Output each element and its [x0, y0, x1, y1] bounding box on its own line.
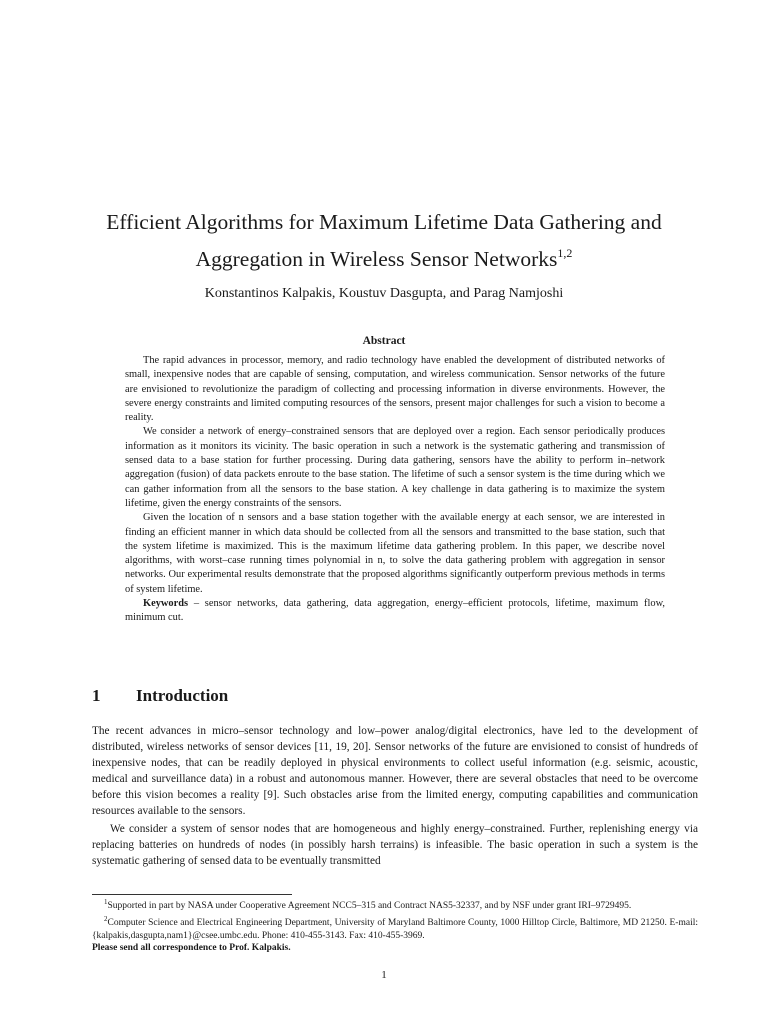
- keywords-label: Keywords: [143, 598, 189, 610]
- footnote-1-text: Supported in part by NASA under Cooperative Agreement NCC5–315 and Contract NAS5-32337, and by NSF under grant IRI–9729495.: [107, 901, 632, 912]
- abstract-heading: Abstract: [362, 335, 406, 347]
- section-heading-introduction: [92, 686, 228, 706]
- correspondence-note: Please send all correspondence to Prof. Kalpakis.: [92, 943, 291, 954]
- footnote-1-mark: 1: [104, 898, 108, 906]
- title-text: Efficient Algorithms for Maximum Lifetime Data Gathering and Aggregation in Wireless Sensor Networks: [106, 210, 662, 271]
- footnote-1: [92, 896, 698, 913]
- author-list: Konstantinos Kalpakis, Koustuv Dasgupta, and Parag Namjoshi: [204, 286, 564, 301]
- footnote-2: [92, 913, 698, 942]
- introduction-body: [92, 724, 698, 870]
- footnote-2-mark: 2: [104, 914, 108, 923]
- footnote-rule: [92, 894, 292, 895]
- page-number: 1: [381, 969, 387, 981]
- footnote-2-text: Computer Science and Electrical Engineering Department, University of Maryland Baltimore County, 1000 Hilltop Circle, Baltimore, MD 21250. E-mail: {kalpakis,dasgupta,nam1}@csee.umbc.edu. Phone: 410-455-3143. Fax: 410-455-3969.: [92, 917, 698, 941]
- body-paragraph-2: We consider a system of sensor nodes that are homogeneous and highly energy–constrained. Further, replenishing energy via replacing batteries on hundreds of nodes (in possibly harsh terrains) is infeasible. The basic operation in such a system is the systematic gathering of sensed data to be eventually transmitted: [92, 823, 698, 868]
- keywords-text: – sensor networks, data gathering, data aggregation, energy–efficient protocols, lifetime, maximum flow, minimum cut.: [125, 598, 665, 624]
- section-title: Introduction: [136, 686, 229, 705]
- title-footnote-marks: 1,2: [557, 246, 573, 260]
- paper-title: [60, 207, 708, 275]
- keywords-paragraph: [125, 597, 665, 626]
- abstract-paragraph-2: We consider a network of energy–constrained sensors that are deployed over a region. Each sensor periodically produces information as it monitors its vicinity. The basic operation in such a network is the systematic gathering and transmission of sensed data to a base station for further processing. During data gathering, sensors have the ability to perform in–network aggregation (fusion) of data packets enroute to the base station. The lifetime of such a sensor system is the time during which we can gather information from all the sensors to the base station. A key challenge in data gathering is to maximize the system lifetime, given the energy constraints of the sensors.: [125, 426, 665, 509]
- abstract-paragraph-3: Given the location of n sensors and a base station together with the available energy at each sensor, we are interested in finding an efficient manner in which data should be collected from all the sensors and transmitted to the base station, such that the system lifetime is maximized. This is the maximum lifetime data gathering problem. In this paper, we describe novel algorithms, with worst–case running times polynomial in n, to solve the data gathering problem with aggregation in sensor networks. Our experimental results demonstrate that the proposed algorithms significantly outperform previous methods in terms of system lifetime.: [125, 512, 665, 595]
- body-paragraph-1: The recent advances in micro–sensor technology and low–power analog/digital electronics, have led to the development of distributed, wireless networks of sensor devices [11, 19, 20]. Sensor networks of the future are envisioned to consist of hundreds of inexpensive nodes, that can be readily deployed in physical environments to collect useful information (e.g. seismic, acoustic, medical and surveillance data) in a robust and autonomous manner. However, there are several obstacles that need to be overcome before this vision becomes a reality [9]. Such obstacles arise from the limited energy, computing capabilities and communication resources available to the sensors.: [92, 725, 698, 817]
- abstract-paragraph-1: The rapid advances in processor, memory, and radio technology have enabled the development of distributed networks of small, inexpensive nodes that are capable of sensing, computation, and wireless communication. Sensor networks of the future are envisioned to revolutionize the paradigm of collecting and processing information in diverse environments. However, the severe energy constraints and limited computing resources of the sensors, present major challenges for such a vision to become a reality.: [125, 355, 665, 424]
- abstract-body: [125, 354, 665, 626]
- section-number: 1: [92, 686, 101, 705]
- footnotes: [92, 896, 698, 955]
